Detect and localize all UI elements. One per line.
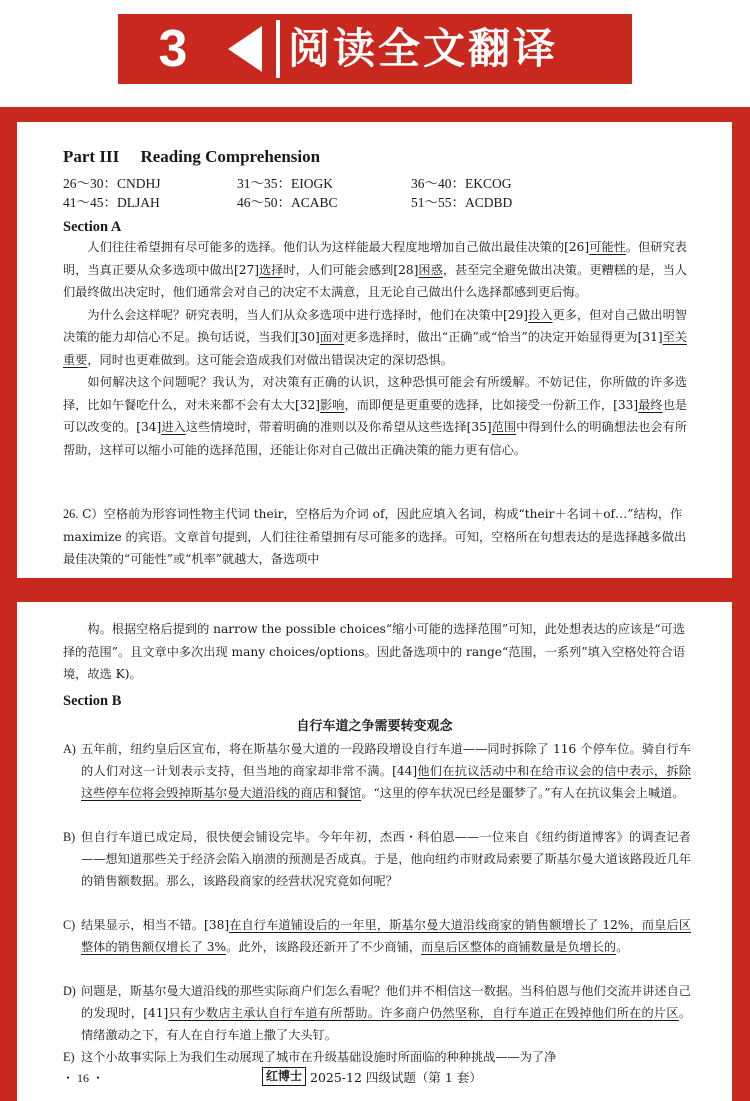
answer-keys: EIOGK [291, 176, 333, 191]
answer-range: 26～30 [63, 176, 104, 191]
paragraph: 为什么会这样呢？研究表明，当人们从众多选项中进行选择时，他们在决策中[29]投入更多，但对自己做出明智决策的能力却信心不足。换句话说，当我们[30]面对更多选择时，做出“正确”或“恰当”的决定开始显得更为[31]至关重要，同时也更难做到。这可能会造成我们对做出错误决定的深切恐惧。 [63, 307, 688, 367]
banner-divider [276, 20, 280, 78]
section-a-title: Section A [63, 219, 122, 235]
paragraph-d: D) 问题是，斯基尔曼大道沿线的那些实际商户们怎么看呢？他们并不相信这一数据。当科伯恩与他们交流并讲述自己的发现时，[41]只有少数店主承认自行车道有所帮助。许多商户仍然坚称，自行车道正在毁掉他们所在的片区。情绪激动之下，有人在自行车道上撒了大头钉。 [63, 984, 691, 1042]
answer-item: 36～40：EKCOG [411, 176, 512, 191]
answer-keys: ACDBD [465, 195, 513, 210]
page-number: ・ 16 ・ [62, 1071, 105, 1085]
answer-range: 36～40 [411, 176, 452, 191]
part-title: Part III Reading Comprehension [63, 147, 321, 166]
banner-arrow-icon [228, 26, 262, 72]
banner-title: 阅读全文翻译 [288, 24, 559, 73]
answer-keys: ACABC [291, 195, 338, 210]
paragraph-c: C) 结果显示，相当不错。[38]在自行车道铺设后的一年里，斯基尔曼大道沿线商家的销售额增长了 12%，而皇后区整体的销售额仅增长了 3%。此外，该路段还新开了不少商铺，而皇后区整体的商铺数量是负增长的。 [63, 918, 691, 954]
answer-keys: DLJAH [117, 195, 160, 210]
footer-title: 2025-12 四级试题（第 1 套） [310, 1070, 482, 1085]
section-b-title: Section B [63, 693, 122, 709]
answer-range: 51～55 [411, 195, 452, 210]
answer-key [63, 172, 663, 210]
section-banner [118, 14, 632, 84]
banner-number: 3 [158, 20, 188, 78]
section-a-translation [63, 236, 687, 461]
answer-keys: CNDHJ [117, 176, 161, 191]
paragraph-e: E) 这个小故事实际上为我们生动展现了城市在升级基础设施时所面临的种种挑战——为了净 [63, 1050, 557, 1064]
answer-item: 51～55：ACDBD [411, 195, 513, 210]
answer-item: 31～35：EIOGK [237, 176, 333, 191]
paragraph: 人们往往希望拥有尽可能多的选择。他们认为这样能最大程度地增加自己做出最佳决策的[26]可能性。但研究表明，当真正要从众多选项中做出[27]选择时，人们可能会感到[28]困惑，甚至完全避免做出决策。更糟糕的是，当人们最终做出决定时，他们通常会对自己的决定不太满意，且无论自己做出什么选择都感到更后悔。 [63, 240, 688, 299]
paragraph-a: A) 五年前，纽约皇后区宣布，将在斯基尔曼大道的一段路段增设自行车道——同时拆除了 116 个停车位。骑自行车的人们对这一计划表示支持，但当地的商家却非常不满。[44]他们在抗议活动中和在给市议会的信中表示，拆除这些停车位将会毁掉斯基尔曼大道沿线的商店和餐馆。“这里的停车状况已经是噩梦了。”有人在抗议集会上喊道。 [63, 742, 691, 800]
page-footer [0, 1067, 750, 1091]
page-bottom [17, 602, 732, 1101]
article-title: 自行车道之争需要转变观念 [296, 719, 453, 734]
answer-range: 41～45 [63, 195, 104, 210]
answer-item: 26～30：CNDHJ [63, 176, 161, 191]
question-26-continued: 构。根据空格后提到的 narrow the possible choices“缩小可能的选择范围”可知，此处想表达的应该是“可选择的范围”。且文章中多次出现 many choices/options。因此备选项中的 range“范围，一系列”填入空格处符合语境，故选 K)。 [63, 622, 686, 681]
answer-item: 41～45：DLJAH [63, 195, 160, 210]
answer-item: 46～50：ACABC [237, 195, 338, 210]
answer-range: 46～50 [237, 195, 278, 210]
answer-keys: EKCOG [465, 176, 512, 191]
answer-range: 31～35 [237, 176, 278, 191]
answer-row [63, 191, 663, 210]
brand-logo: 红博士 [262, 1067, 306, 1086]
page-top [17, 122, 732, 578]
paragraph: 如何解决这个问题呢？我认为，对决策有正确的认识，这种恐惧可能会有所缓解。不妨记住，你所做的许多选择，比如午餐吃什么，对未来都不会有太大[32]影响，而即便是更重要的选择，比如接受一份新工作，[33]最终也是可以改变的。[34]进入这些情境时，带着明确的准则以及你希望从这些选择[35]范围中得到什么的明确想法也会有所帮助，这样可以缩小可能的选择范围，还能让你对自己做出正确决策的能力更有信心。 [63, 375, 688, 457]
answer-row [63, 172, 663, 191]
question-26-explanation: 26. C）空格前为形容词性物主代词 their，空格后为介词 of，因此应填入名词，构成“their＋名词＋of…”结构，作 maximize 的宾语。文章首句提到，人们往往希望拥有尽可能多的选择。可知，空格所在句想表达的是选择越多做出最佳决策的“可能性”或“机率”就越大，备选项中 [63, 507, 687, 566]
paragraph-b: B) 但自行车道已成定局，很快便会铺设完毕。今年年初，杰西・科伯恩——一位来自《纽约街道博客》的调查记者——想知道那些关于经济会陷入崩溃的预测是否成真。于是，他向纽约市财政局索要了斯基尔曼大道该路段近几年的销售额数据。那么，该路段商家的经营状况究竟如何呢？ [63, 830, 691, 888]
